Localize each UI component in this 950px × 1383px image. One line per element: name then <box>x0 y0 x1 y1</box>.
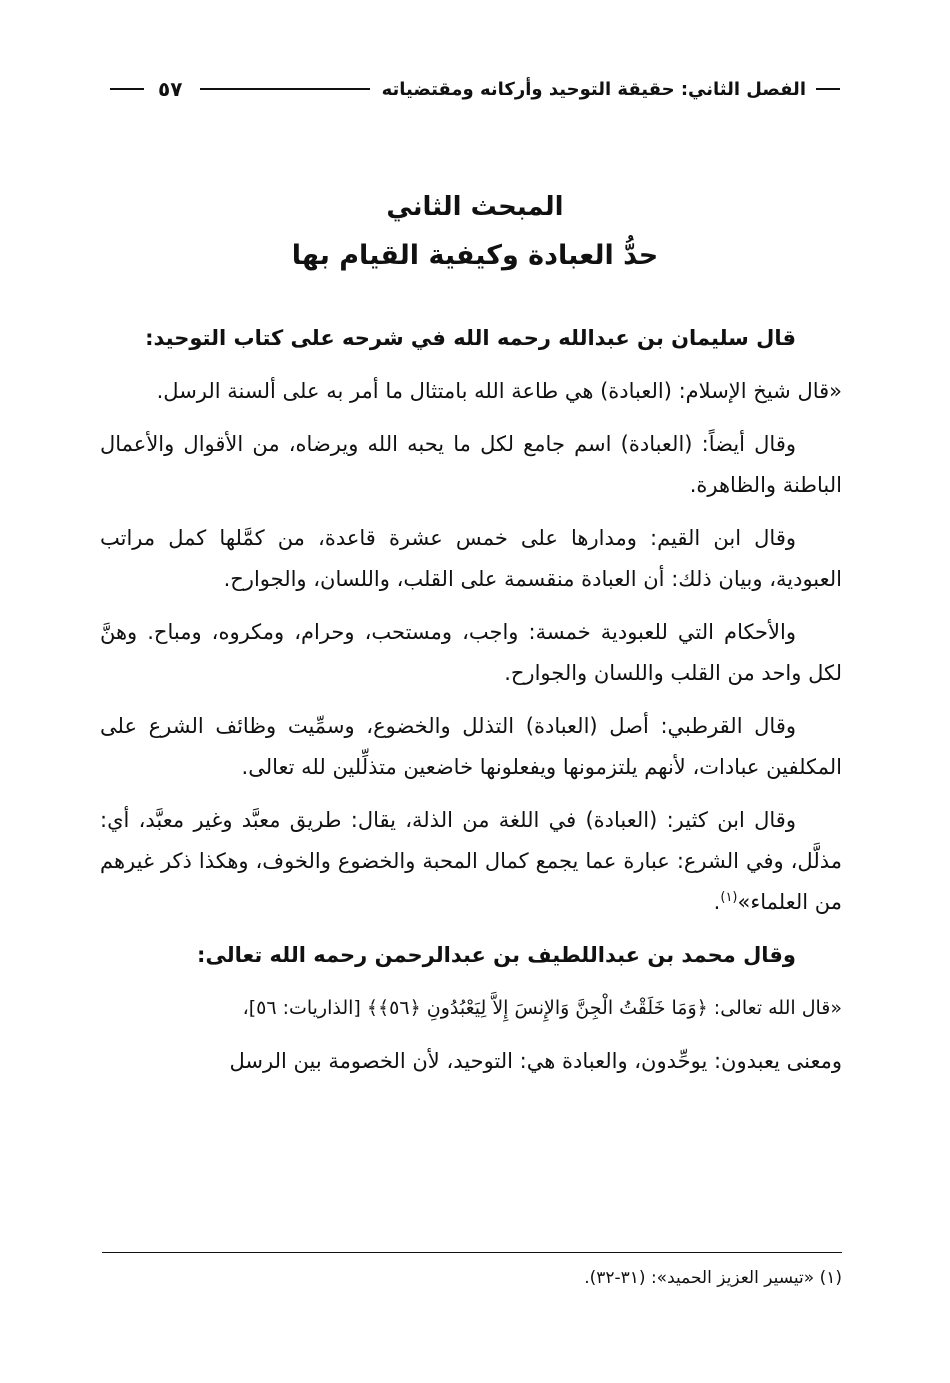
footnote: (١) «تيسير العزيز الحميد»: (٣١-٣٢). <box>584 1268 842 1288</box>
paragraph: والأحكام التي للعبودية خمسة: واجب، ومستحب، وحرام، ومكروه، ومباح. وهنَّ لكل واحد من القلب واللسان والجوارح. <box>100 620 842 685</box>
paragraph: وقال محمد بن عبداللطيف بن عبدالرحمن رحمه الله تعالى: <box>197 943 796 967</box>
paragraph: وقال القرطبي: أصل (العبادة) التذلل والخضوع، وسمِّيت وظائف الشرع على المكلفين عبادات، لأنهم يلتزمونها ويفعلونها خاضعين متذلِّلين لله تعالى. <box>100 714 842 779</box>
running-header <box>110 72 840 106</box>
paragraph: وقال ابن كثير: (العبادة) في اللغة من الذلة، يقال: طريق معبَّد وغير معبَّد، أي: مذلَّل، وفي الشرع: عبارة عما يجمع كمال المحبة والخضوع والخوف، وهكذا ذكر غيرهم من العلماء»$^{(١)}$. <box>100 808 842 914</box>
paragraph-text: وقال ابن كثير: (العبادة) في اللغة من الذلة، يقال: طريق معبَّد وغير معبَّد، أي: مذلَّل، وفي الشرع: عبارة عما يجمع كمال المحبة والخضوع والخوف، وهكذا ذكر غيرهم من العلماء» <box>100 808 842 914</box>
footnote-reference: (١) <box>720 890 738 905</box>
paragraph: ومعنى يعبدون: يوحِّدون، والعبادة هي: التوحيد، لأن الخصومة بين الرسل <box>229 1049 842 1073</box>
header-rule-left <box>110 88 144 90</box>
body-text <box>100 318 842 1094</box>
paragraph-quran-quote: «قال الله تعالى: ﴿وَمَا خَلَقْتُ الْجِنَّ وَالإِنسَ إِلاَّ لِيَعْبُدُونِ ﴿٥٦﴾﴾ [الذاريات: ٥٦]، <box>242 997 842 1019</box>
paragraph: قال سليمان بن عبدالله رحمه الله في شرحه على كتاب التوحيد: <box>145 326 796 350</box>
section-subheading: حدُّ العبادة وكيفية القيام بها <box>291 240 659 271</box>
footnote-divider <box>102 1252 842 1253</box>
paragraph: وقال أيضاً: (العبادة) اسم جامع لكل ما يحبه الله ويرضاه، من الأقوال والأعمال الباطنة والظاهرة. <box>100 432 842 497</box>
paragraph: «قال شيخ الإسلام: (العبادة) هي طاعة الله بامتثال ما أمر به على ألسنة الرسل. <box>156 379 842 403</box>
paragraph: وقال ابن القيم: ومدارها على خمس عشرة قاعدة، من كمَّلها كمل مراتب العبودية، وبيان ذلك: أن العبادة منقسمة على القلب، واللسان، والجوارح. <box>100 526 842 591</box>
header-rule-right <box>816 88 840 90</box>
chapter-title: الفصل الثاني: حقيقة التوحيد وأركانه ومقتضياته <box>381 78 806 100</box>
header-rule <box>200 88 369 90</box>
page-number: ٥٧ <box>158 77 183 101</box>
section-heading: المبحث الثاني <box>386 192 564 222</box>
